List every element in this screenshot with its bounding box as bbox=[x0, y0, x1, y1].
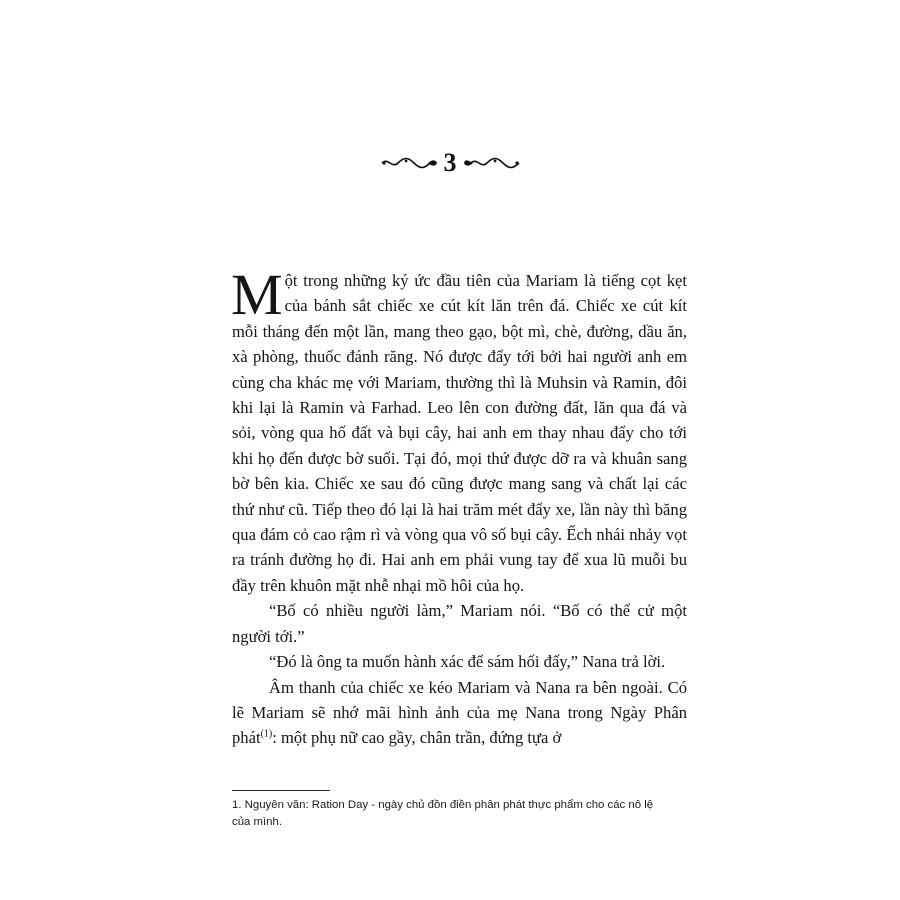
footnote: 1. Nguyên văn: Ration Day - ngày chủ đồn điền phân phát thực phẩm cho các nô lệ của mình. bbox=[232, 799, 654, 828]
footnote-reference[interactable]: (1) bbox=[260, 728, 273, 740]
chapter-heading bbox=[0, 150, 900, 176]
right-flourish-ornament bbox=[463, 156, 521, 170]
opening-paragraph-text: ột trong những ký ức đầu tiên của Mariam là tiếng cọt kẹt của bánh sắt chiếc xe cút kít lăn trên đá. Chiếc xe cút kít mỗi tháng đến một lần, mang theo gạo, bột mì, chè, đường, dầu ăn, xà phòng, thuốc đánh răng. Nó được đẩy tới bởi hai người anh em cùng cha khác mẹ với Mariam, thường thì là Muhsin và Ramin, đôi khi lại là Ramin và Farhad. Leo lên con đường đất, lăn qua đá và sỏi, vòng qua hố đất và bụi cây, hai anh em thay nhau đẩy cho tới khi họ đến được bờ suối. Tại đó, mọi thứ được dỡ ra và khuân sang bờ bên kia. Chiếc xe sau đó cũng được mang sang và chất lại các thứ như cũ. Tiếp theo đó lại là hai trăm mét đẩy xe, lần này thì băng qua đám cỏ cao rậm rì và vòng qua vô số bụi cây. Ếch nhái nhảy vọt ra tránh đường họ đi. Hai anh em phải vung tay để xua lũ muỗi bu đầy trên khuôn mặt nhễ nhại mồ hôi của họ. bbox=[232, 271, 687, 595]
opening-paragraph bbox=[231, 262, 687, 598]
dialogue-paragraph: “Bố có nhiều người làm,” Mariam nói. “Bố có thể cử một người tới.” bbox=[232, 601, 687, 646]
drop-cap: M bbox=[231, 262, 283, 327]
left-flourish-ornament bbox=[380, 156, 438, 170]
footnote-divider bbox=[232, 790, 330, 791]
chapter-number: 3 bbox=[443, 148, 457, 177]
narrative-paragraph bbox=[232, 675, 687, 751]
narrative-text: Âm thanh của chiếc xe kéo Mariam và Nana ra bên ngoài. Có lẽ Mariam sẽ nhớ mãi hình ảnh của mẹ Nana trong Ngày Phân phát bbox=[232, 677, 687, 748]
dialogue-paragraph: “Đó là ông ta muốn hành xác để sám hối đấy,” Nana trả lời. bbox=[269, 652, 666, 672]
chapter-body bbox=[231, 262, 687, 751]
narrative-text-continued: : một phụ nữ cao gầy, chân trần, đứng tựa ở bbox=[272, 728, 562, 748]
